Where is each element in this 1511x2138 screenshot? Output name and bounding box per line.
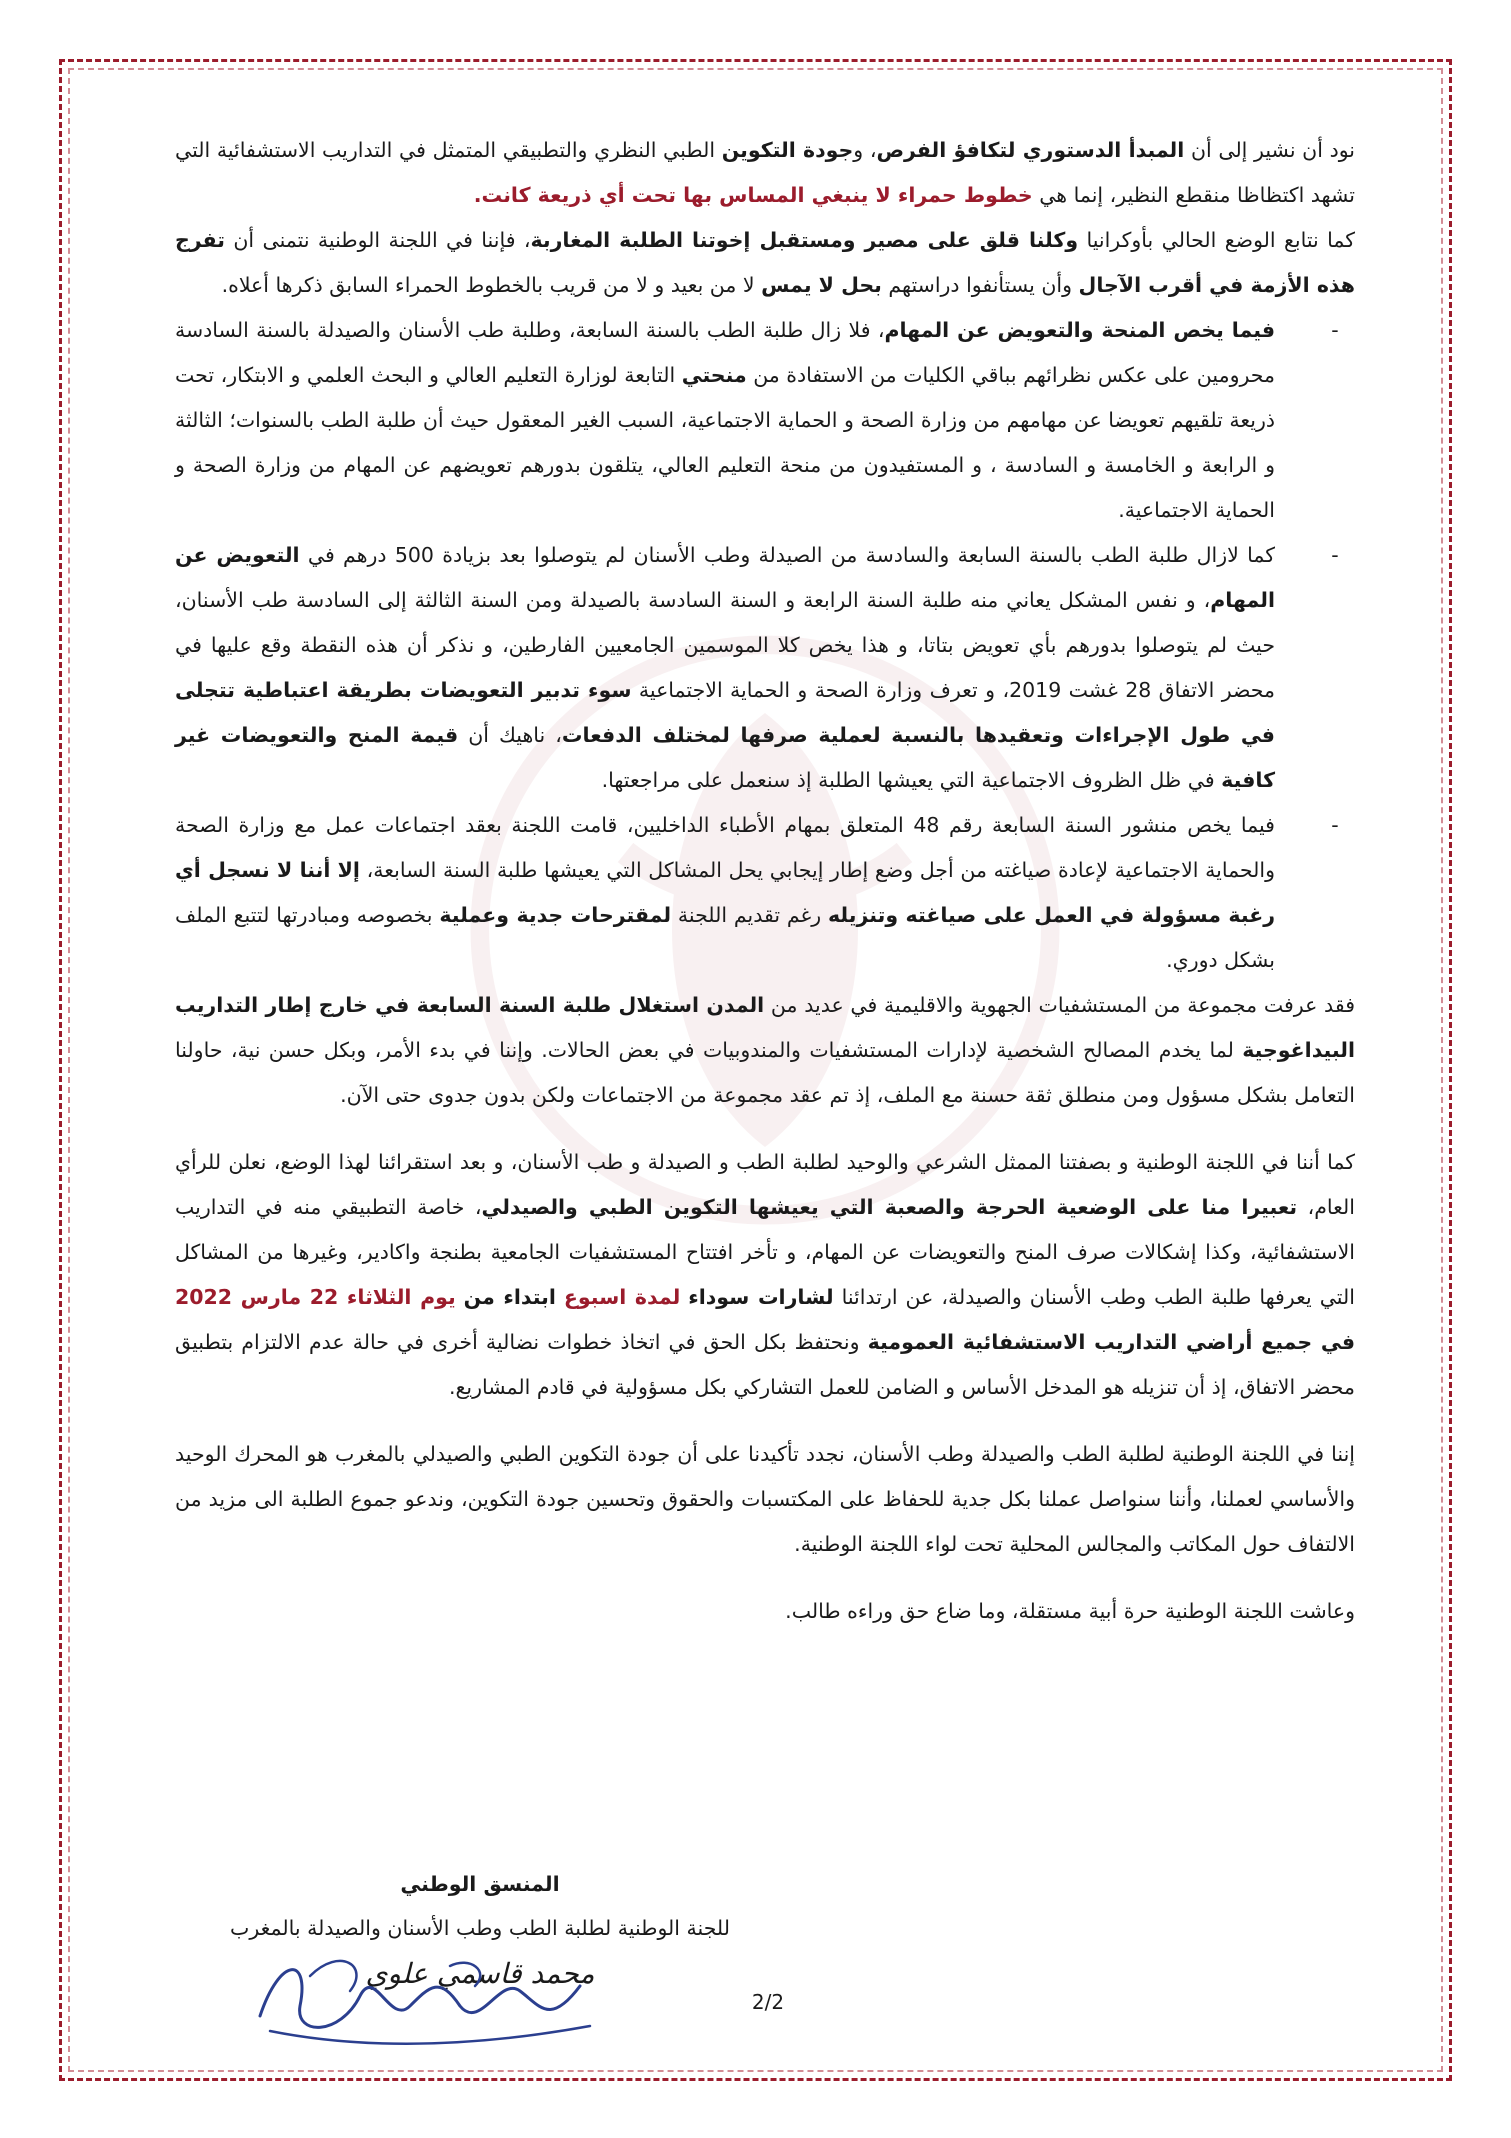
emphasis-text: التعويض عن المهام [175, 543, 1275, 612]
text-run: في ظل الظروف الاجتماعية التي يعيشها الطلبة إذ سنعمل على مراجعتها. [601, 768, 1222, 792]
emphasis-text: وكلنا قلق على مصير ومستقبل إخوتنا الطلبة المغاربة [530, 228, 1079, 252]
text-run: رغم تقديم اللجنة [671, 903, 828, 927]
text-run [456, 1285, 464, 1309]
emphasis-text: منحتي [681, 363, 747, 387]
emphasis-text: المبدأ الدستوري لتكافؤ الفرص [876, 138, 1185, 162]
emphasis-text: فيما يخص المنحة والتعويض عن المهام [884, 318, 1275, 342]
text-run: كما نتابع الوضع الحالي بأوكرانيا [1078, 228, 1355, 252]
text-run: بخصوصه ومبادرتها لتتبع الملف بشكل دوري. [175, 903, 1275, 972]
text-run: ، و نفس المشكل يعاني منه طلبة السنة الرابعة و السنة السادسة بالصيدلة ومن السنة الثالثة إلى السادسة طب الأسنان، حيث لم يتوصلوا بدورهم بأي تعويض بتاتا، و هذا يخص كلا الموسمين الجامعيين الفارطين، و نذكر أن هذه النقطة وقع عليها في محضر الاتفاق 28 غشت 2019، و تعرف وزارة الصحة و الحماية الاجتماعية [175, 588, 1275, 702]
text-run [556, 1285, 564, 1309]
emphasis-text: في جميع أراضي التداريب الاستشفائية العمومية [867, 1330, 1356, 1354]
signature-organization: للجنة الوطنية لطلبة الطب وطب الأسنان والصيدلة بالمغرب [230, 1916, 730, 1940]
bullet-list [175, 308, 1355, 983]
emphasis-text: يوم الثلاثاء 22 مارس 2022 [175, 1285, 456, 1309]
text-run: وعاشت اللجنة الوطنية حرة أبية مستقلة، وما ضاع حق وراءه طالب. [785, 1599, 1355, 1623]
letter-body [175, 128, 1355, 1634]
emphasis-text: المدن استغلال طلبة السنة السابعة في خارج إطار التداريب البيداغوجية [175, 993, 1355, 1062]
bullet-item [175, 803, 1355, 983]
text-run: لا من بعيد و لا من قريب بالخطوط الحمراء السابق ذكرها أعلاه. [221, 273, 762, 297]
emphasis-text: قيمة المنح والتعويضات غير كافية [175, 723, 1275, 792]
paragraph [175, 1140, 1355, 1410]
text-run: التابعة لوزارة التعليم العالي و البحث العلمي و الابتكار، تحت ذريعة تلقيهم تعويضا عن مهامهم من وزارة الصحة و الحماية الاجتماعية، السبب الغير المعقول حيث أن طلبة الطب بالسنوات؛ الثالثة و الرابعة و الخامسة و السادسة ، و المستفيدون من منحة التعليم العالي، يتلقون بدورهم تعويضهم عن المهام من وزارة الصحة و الحماية الاجتماعية. [175, 363, 1275, 522]
text-run: ، و [853, 138, 877, 162]
text-run: إننا في اللجنة الوطنية لطلبة الطب والصيدلة وطب الأسنان، نجدد تأكيدنا على أن جودة التكوين الطبي والصيدلي بالمغرب هو المحرك الوحيد والأساسي لعملنا، وأننا سنواصل عملنا بكل جدية للحفاظ على المكتسبات والحقوق وتحسين جودة التكوين، وندعو جموع الطلبة الى مزيد من الالتفاف حول المكاتب والمجالس المحلية تحت لواء اللجنة الوطنية. [175, 1442, 1355, 1556]
emphasis-text: بحل لا يمس [761, 273, 882, 297]
emphasis-text: لمدة اسبوع [563, 1285, 681, 1309]
paragraph [175, 1589, 1355, 1634]
text-run: فيما يخص منشور السنة السابعة رقم 48 المتعلق بمهام الأطباء الداخليين، قامت اللجنة بعقد اجتماعات عمل مع وزارة الصحة والحماية الاجتماعية لإعادة صياغته من أجل وضع إطار إيجابي يحل المشاكل التي يعيشها طلبة السنة السابعة، [175, 813, 1275, 882]
emphasis-text: إلا أننا لا نسجل أي رغبة مسؤولة في العمل على صياغته وتنزيله [175, 858, 1275, 927]
signature-name: محمد قاسمي علوي [365, 1957, 595, 1990]
emphasis-text: جودة التكوين [721, 138, 854, 162]
emphasis-text: خطوط حمراء لا ينبغي المساس بها تحت أي ذريعة كانت. [473, 183, 1033, 207]
text-run: وأن يستأنفوا دراستهم [881, 273, 1079, 297]
text-run: كما لازال طلبة الطب بالسنة السابعة والسادسة من الصيدلة وطب الأسنان لم يتوصلوا بعد بزيادة 500 درهم في [299, 543, 1276, 567]
emphasis-text: تفرج هذه الأزمة في أقرب الآجال [175, 228, 1355, 297]
emphasis-text: سوء تدبير التعويضات بطريقة اعتباطية تتجلى في طول الإجراءات وتعقيدها بالنسبة لعملية صرفها لمختلف الدفعات [175, 678, 1275, 747]
text-run: ، فإننا في اللجنة الوطنية نتمنى أن [224, 228, 531, 252]
text-run: الطبي النظري والتطبيقي المتمثل في التداريب الاستشفائية التي تشهد اكتظاظا منقطع النظير، إنما هي [175, 138, 1355, 207]
text-run: كما أننا في اللجنة الوطنية و بصفتنا الممثل الشرعي والوحيد لطلبة الطب و الصيدلة و طب الأسنان، و بعد استقرائنا لهذا الوضع، نعلن للرأي العام، [175, 1150, 1355, 1219]
text-run: ، ناهيك أن [458, 723, 562, 747]
text-run: ، خاصة التطبيقي منه في التداريب الاستشفائية، وكذا إشكالات صرف المنح والتعويضات عن المهام، و تأخر افتتاح المستشفيات الجامعية بطنجة واكادير، وغيرها من المشاكل التي يعرفها طلبة الطب وطب الأسنان والصيدلة، عن ارتدائنا [175, 1195, 1355, 1309]
text-run: نود أن نشير إلى أن [1184, 138, 1356, 162]
emphasis-text: ابتداء من [463, 1285, 556, 1309]
text-run: فقد عرفت مجموعة من المستشفيات الجهوية والاقليمية في عديد من [764, 993, 1355, 1017]
page-number: 2/2 [751, 1990, 785, 2014]
paragraph [175, 983, 1355, 1118]
text-run: ، فلا زال طلبة الطب بالسنة السابعة، وطلبة طب الأسنان والصيدلة بالسنة السادسة محرومين على عكس نظرائهم بباقي الكليات من الاستفادة من [175, 318, 1275, 387]
paragraph [175, 218, 1355, 308]
emphasis-text: لشارات سوداء [688, 1285, 834, 1309]
signature-title: المنسق الوطني [400, 1872, 560, 1896]
bullet-item [175, 533, 1355, 803]
intro-paragraphs [175, 128, 1355, 308]
paragraph [175, 1432, 1355, 1567]
paragraph [175, 128, 1355, 218]
closing-paragraphs [175, 983, 1355, 1634]
emphasis-text: تعبيرا منا على الوضعية الحرجة والصعبة التي يعيشها التكوين الطبي والصيدلي [481, 1195, 1298, 1219]
text-run: ونحتفظ بكل الحق في اتخاذ خطوات نضالية أخرى في حالة عدم الالتزام بتطبيق محضر الاتفاق، إذ أن تنزيله هو المدخل الأساس و الضامن للعمل التشاركي بكل مسؤولية في قادم المشاريع. [175, 1330, 1355, 1399]
bullet-item [175, 308, 1355, 533]
handwritten-signature-icon [250, 1936, 610, 2056]
emphasis-text: لمقترحات جدية وعملية [439, 903, 672, 927]
text-run: لما يخدم المصالح الشخصية لإدارات المستشفيات والمندوبيات في بعض الحالات. وإننا في بدء الأمر، وبكل حسن نية، حاولنا التعامل بشكل مسؤول ومن منطلق ثقة حسنة مع الملف، إذ تم عقد مجموعة من الاجتماعات ولكن بدون جدوى حتى الآن. [175, 1038, 1355, 1107]
